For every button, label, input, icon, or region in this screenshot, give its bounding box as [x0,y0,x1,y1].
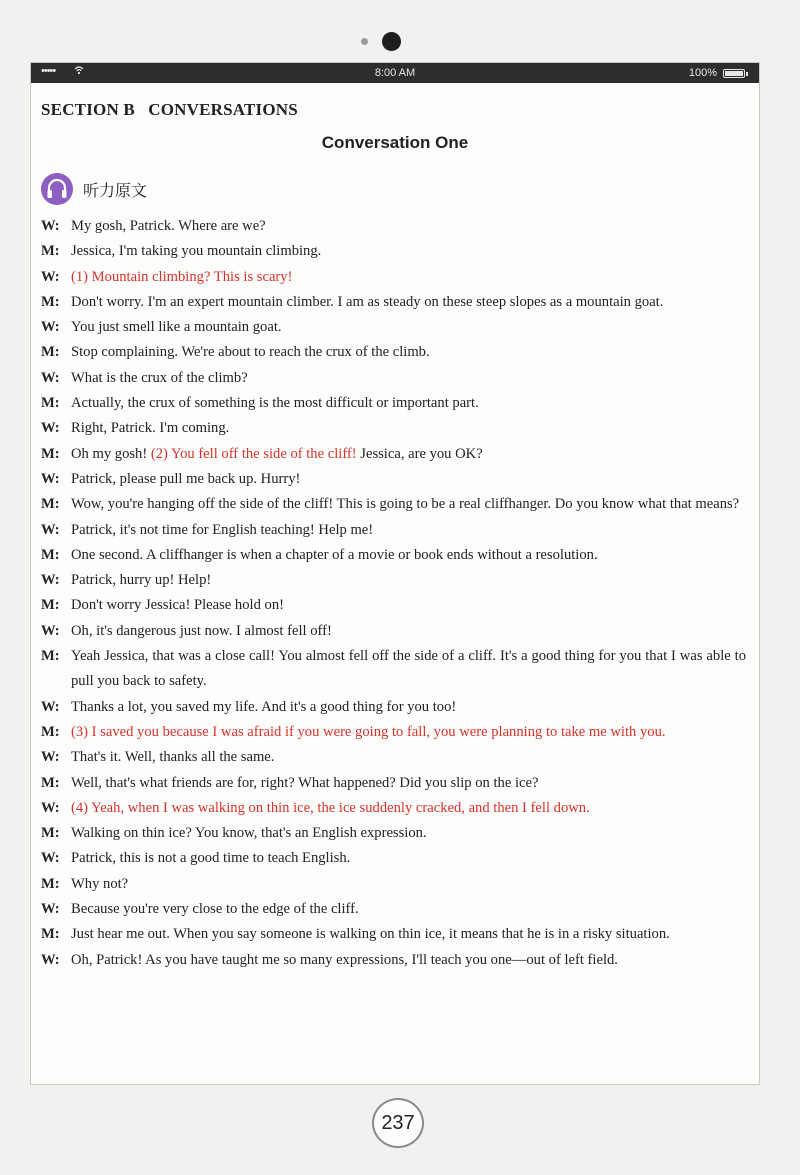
dialog-text: Thanks a lot, you saved my life. And it's a good thing for you too! [71,698,457,715]
dialog-line [41,290,746,315]
dialog-line [41,543,746,568]
speaker-label: W: [41,698,60,715]
speaker-label: M: [41,445,60,462]
speaker-label: M: [41,774,60,791]
dialog-text: You just smell like a mountain goat. [71,319,282,336]
speaker-label: M: [41,243,60,260]
section-title: SECTION B CONVERSATIONS [41,100,298,119]
speaker-label: W: [41,850,60,867]
speaker-label: W: [41,622,60,639]
dialog-transcript [41,214,746,973]
signal-icon: ••••• [41,65,56,77]
dialog-text: Patrick, it's not time for English teaching! Help me! [71,521,374,538]
dialog-line [41,265,746,290]
dialog-line [41,695,746,720]
dialog-text-part: Oh my gosh! [71,445,151,462]
dialog-text: Oh, it's dangerous just now. I almost fell off! [71,622,332,639]
dialog-line [41,720,746,745]
page-number: 237 [372,1098,424,1148]
tablet-screen [30,62,760,1085]
camera-lens-dot [382,32,401,51]
dialog-line [41,340,746,365]
status-clock: 8:00 AM [374,67,416,79]
dialog-text: Jessica, I'm taking you mountain climbing. [71,243,322,260]
dialog-line [41,442,746,467]
camera-sensor-dot [361,38,368,45]
speaker-label: M: [41,723,60,740]
speaker-label: W: [41,470,60,487]
dialog-text [71,442,746,467]
speaker-label: M: [41,496,60,513]
speaker-label: M: [41,926,60,943]
dialog-text: Well, that's what friends are for, right? What happened? Did you slip on the ice? [71,774,539,791]
speaker-label: W: [41,951,60,968]
battery-icon [723,69,745,78]
dialog-line [41,745,746,770]
dialog-text: Stop complaining. We're about to reach the crux of the climb. [71,344,430,361]
listening-transcript-label: 听力原文 [83,181,148,200]
answer-highlight: (2) You fell off the side of the cliff! [150,445,357,462]
conversation-title: Conversation One [321,133,469,152]
device-camera [0,31,800,51]
dialog-line [41,467,746,492]
dialog-line [41,391,746,416]
dialog-line [41,872,746,897]
speaker-label: M: [41,395,60,412]
speaker-label: W: [41,901,60,918]
dialog-line [41,846,746,871]
dialog-text: Patrick, hurry up! Help! [71,572,212,589]
speaker-label: W: [41,521,60,538]
dialog-line [41,771,746,796]
dialog-line [41,518,746,543]
dialog-line [41,619,746,644]
dialog-line [41,897,746,922]
dialog-text-part: Jessica, are you OK? [356,445,483,462]
dialog-text: One second. A cliffhanger is when a chapter of a movie or book ends without a resolution. [71,546,598,563]
dialog-line [41,922,746,947]
dialog-text: Patrick, this is not a good time to teach English. [71,850,351,867]
speaker-label: W: [41,749,60,766]
dialog-line [41,948,746,973]
speaker-label: M: [41,546,60,563]
dialog-line [41,366,746,391]
speaker-label: M: [41,648,60,665]
answer-highlight: (4) Yeah, when I was walking on thin ice, the ice suddenly cracked, and then I fell down. [71,799,590,816]
dialog-line [41,821,746,846]
dialog-text: Oh, Patrick! As you have taught me so many expressions, I'll teach you one—out of left field. [71,951,618,968]
battery-percent: 100% [688,67,717,79]
speaker-label: M: [41,825,60,842]
dialog-text: That's it. Well, thanks all the same. [71,749,275,766]
speaker-label: W: [41,420,60,437]
speaker-label: M: [41,875,60,892]
dialog-text: Walking on thin ice? You know, that's an English expression. [71,825,427,842]
dialog-text: Just hear me out. When you say someone is walking on thin ice, it means that he is in a risky situation. [71,926,670,943]
dialog-text: My gosh, Patrick. Where are we? [71,218,266,234]
speaker-label: M: [41,597,60,614]
dialog-line [41,239,746,264]
dialog-line [41,593,746,618]
dialog-text: Don't worry. I'm an expert mountain climber. I am as steady on these steep slopes as a mountain goat. [71,293,664,310]
dialog-text: Because you're very close to the edge of the cliff. [71,901,359,918]
speaker-label: W: [41,268,60,285]
dialog-text: Patrick, please pull me back up. Hurry! [71,470,301,487]
speaker-label: M: [41,293,60,310]
dialog-line [41,214,746,239]
dialog-text: Wow, you're hanging off the side of the cliff! This is going to be a real cliffhanger. Do you know what that means? [71,496,740,513]
speaker-label: W: [41,319,60,336]
dialog-text: Actually, the crux of something is the most difficult or important part. [71,395,479,412]
dialog-line [41,568,746,593]
speaker-label: M: [41,344,60,361]
dialog-line [41,644,746,695]
speaker-label: W: [41,369,60,386]
dialog-text: Yeah Jessica, that was a close call! You almost fell off the side of a cliff. It's a good thing for you that I was able to pull you back to safety. [71,648,746,690]
status-bar [31,63,759,83]
headphones-icon [41,173,73,205]
dialog-line [41,796,746,821]
answer-highlight: (1) Mountain climbing? This is scary! [71,268,293,285]
dialog-line [41,416,746,441]
dialog-line [41,492,746,517]
dialog-line [41,315,746,340]
dialog-text: Don't worry Jessica! Please hold on! [71,597,284,614]
speaker-label: W: [41,799,60,816]
dialog-text: What is the crux of the climb? [71,369,248,386]
dialog-text: Right, Patrick. I'm coming. [71,420,230,437]
speaker-label: W: [41,218,60,234]
dialog-text: Why not? [71,875,129,892]
answer-highlight: (3) I saved you because I was afraid if you were going to fall, you were planning to take me with you. [71,723,666,740]
speaker-label: W: [41,572,60,589]
